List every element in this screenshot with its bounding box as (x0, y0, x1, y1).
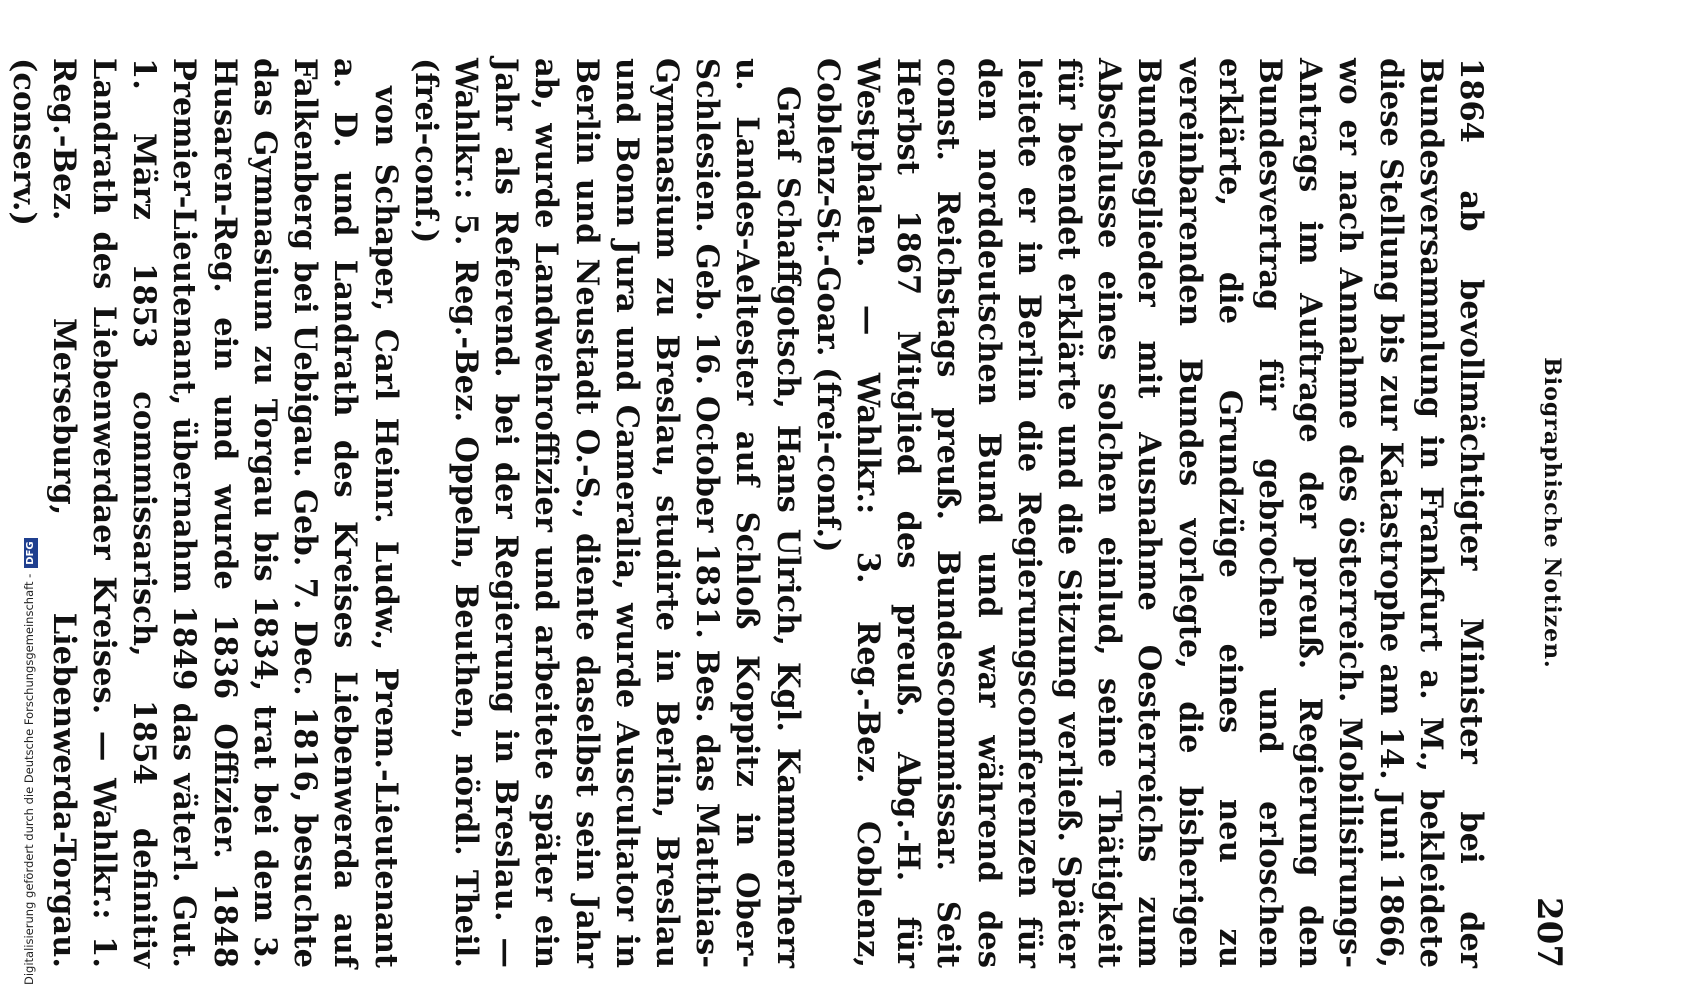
dfg-logo: DFG (24, 538, 38, 567)
body-text (0, 58, 1491, 968)
page-number: 207 (1529, 897, 1569, 968)
entry-schlaeger (0, 58, 3, 968)
entry-schaffgotsch: Graf Schaffgotsch, Hans Ulrich, Kgl. Kammerherr u. Landes-Aeltester auf Schloß Koppitz in Ober-Schlesien. Geb. 16. October 1831. Bes. das Matthias-Gymnasium zu Breslau, studirte in Berlin, Breslau und Bonn Jura und Cameralia, wurde Auscultator in Berlin und Neustadt O.-S., diente daselbst sein Jahr ab, wurde Landwehroffizier und arbeitete später ein Jahr als Referend. bei der Regierung in Breslau. — Wahlkr.: 5. Reg.-Bez. Oppeln, Beuthen, nördl. Theil. (frei-conf.) (407, 58, 806, 968)
credit-text: Digitalisierung gefördert durch die Deutsche Forschungsgemeinschaft - (22, 573, 36, 985)
digitization-credit (22, 538, 38, 985)
paragraph-continuation: 1864 ab bevollmächtigter Minister bei der Bundesversammlung in Frankfurt a. M., bekleidete diese Stellung bis zur Katastrophe am 14. Juni 1866, wo er nach Annahme des österreich. Mobilisirungs-Antrags im Auftrage der preuß. Regierung den Bundesvertrag für gebrochen und erloschen erklärte, die Grundzüge eines neu zu vereinbarenden Bundes vorlegte, die bisherigen Bundesglieder mit Ausnahme Oesterreichs zum Abschlusse eines solchen einlud, seine Thätigkeit für beendet erklärte und die Sitzung verließ. Später leitete er in Berlin die Regierungsconferenzen für den norddeutschen Bund und war während des const. Reichstags preuß. Bundescommissar. Seit Herbst 1867 Mitglied des preuß. Abg.-H. für Westphalen. — Wahlkr.: 3. Reg.-Bez. Coblenz, Coblenz-St.-Goar. (frei-conf.) (809, 58, 1489, 968)
running-head: Biographische Notizen. (1539, 357, 1565, 669)
page-header (1521, 58, 1569, 968)
entry-schaper: von Schaper, Carl Heinr. Ludw., Prem.-Lieutenant a. D. und Landrath des Kreises Liebenwerda auf Falkenberg bei Uebigau. Geb. 7. Dec. 1816, besuchte das Gymnasium zu Torgau bis 1834, trat bei dem 3. Husaren-Reg. ein und wurde 1836 Offizier. 1848 Premier-Lieutenant, übernahm 1849 das väterl. Gut. 1. März 1853 commissarisch, 1854 definitiv Landrath des Liebenwerdaer Kreises. — Wahlkr.: 1. Reg.-Bez. Merseburg, Liebenwerda-Torgau. (conserv.) (5, 58, 404, 968)
